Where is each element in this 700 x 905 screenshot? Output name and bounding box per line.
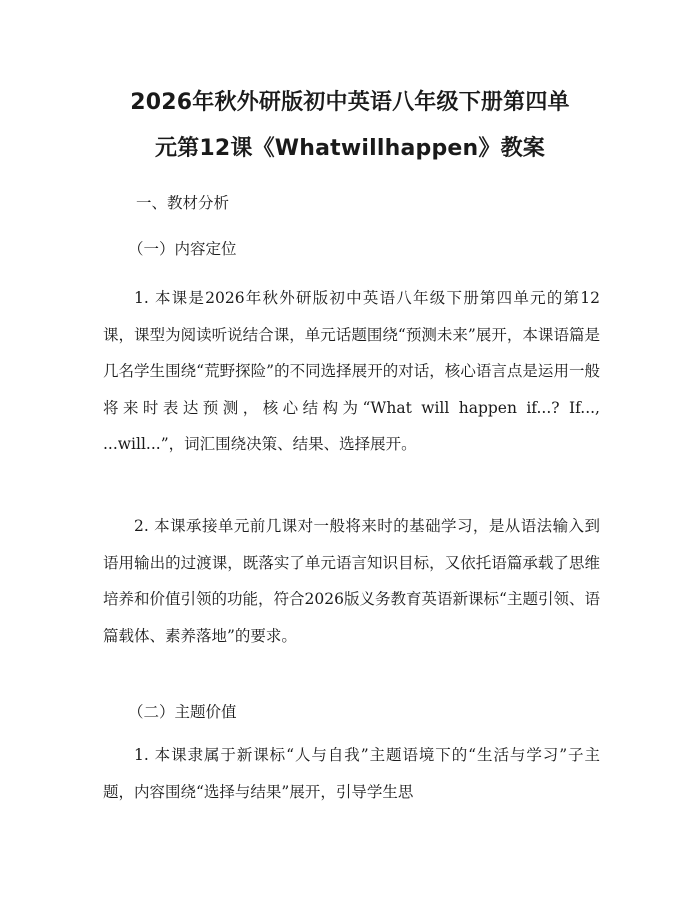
subsection-heading-theme-value: （二）主题价值 — [128, 703, 237, 721]
section-heading-textbook-analysis: 一、教材分析 — [136, 194, 230, 212]
paragraph-theme-value-1: 1. 本课隶属于新课标“人与自我”主题语境下的“生活与学习”子主题，内容围绕“选择与结果”展开，引导学生思 — [103, 746, 600, 801]
document-title-line-2: 元第12课《Whatwillhappen》教案 — [154, 136, 546, 161]
paragraph-content-positioning-2: 2. 本课承接单元前几课对一般将来时的基础学习，是从语法输入到语用输出的过渡课，既落实了单元语言知识目标，又依托语篇承载了思维培养和价值引领的功能，符合2026版义务教育英语新课标“主题引领、语篇载体、素养落地”的要求。 — [103, 517, 600, 645]
paragraph-content-positioning-1: 1. 本课是2026年秋外研版初中英语八年级下册第四单元的第12课，课型为阅读听说结合课，单元话题围绕“预测未来”展开，本课语篇是几名学生围绕“荒野探险”的不同选择展开的对话，核心语言点是运用一般将来时表达预测，核心结构为“What will happen if...? If..., ...will...”，词汇围绕决策、结果、选择展开。 — [103, 289, 600, 454]
document-title-line-1: 2026年秋外研版初中英语八年级下册第四单 — [130, 90, 570, 115]
subsection-heading-content-positioning: （一）内容定位 — [128, 240, 237, 258]
